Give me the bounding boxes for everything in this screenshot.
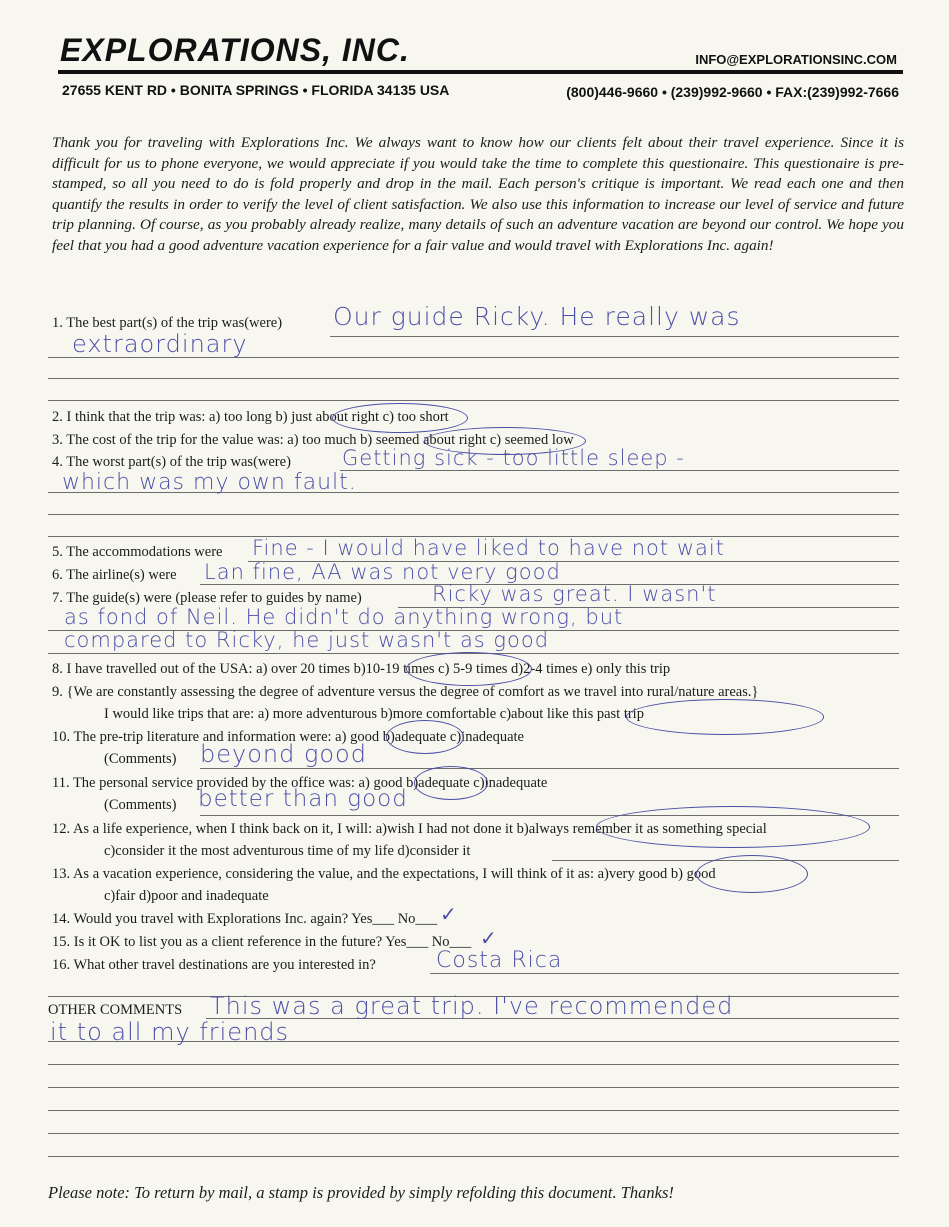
- circled-answer-11a: [414, 766, 488, 800]
- question-12: 12. As a life experience, when I think back on it, I will: a)wish I had not done it b)always remember it as something special: [52, 821, 767, 837]
- question-8: 8. I have travelled out of the USA: a) over 20 times b)10-19 times c) 5-9 times d)2-4 times e) only this trip: [52, 661, 671, 677]
- header-rule: [58, 70, 903, 74]
- answer-line: [200, 768, 899, 769]
- answer-line: [430, 973, 899, 974]
- question-10-comments-label: (Comments): [104, 751, 177, 767]
- answer-7-line-2: as fond of Neil. He didn't do anything wrong, but: [64, 605, 624, 629]
- circled-answer-9c: [626, 699, 824, 735]
- answer-7-line-3: compared to Ricky, he just wasn't as good: [64, 628, 550, 652]
- question-11-comments-label: (Comments): [104, 797, 177, 813]
- question-7: 7. The guide(s) were (please refer to guides by name): [52, 590, 362, 606]
- question-9-options: I would like trips that are: a) more adventurous b)more comfortable c)about like this past trip: [104, 706, 644, 722]
- circled-answer-13a: [696, 855, 808, 893]
- circled-answer-2b: [332, 403, 468, 433]
- question-13-options: c)fair d)poor and inadequate: [104, 888, 269, 904]
- question-9: 9. {We are constantly assessing the degree of adventure versus the degree of comfort as we travel into rural/nature areas.}: [52, 684, 759, 700]
- answer-4-line-1: Getting sick - too little sleep -: [342, 446, 685, 470]
- company-phones: (800)446-9660 • (239)992-9660 • FAX:(239)992-7666: [566, 84, 899, 100]
- other-comments-line-2: it to all my friends: [50, 1018, 290, 1046]
- circled-answer-12b: [596, 806, 870, 848]
- circled-answer-3b: [424, 427, 586, 455]
- question-14: 14. Would you travel with Explorations Inc. again? Yes___ No___: [52, 911, 438, 927]
- answer-line: [48, 1133, 899, 1134]
- answer-1-line-2: extraordinary: [72, 330, 248, 358]
- check-mark-icon: ✓: [440, 904, 457, 926]
- other-comments-line-1: This was a great trip. I've recommended: [210, 992, 734, 1020]
- intro-paragraph: Thank you for traveling with Explorations Inc. We always want to know how our clients felt about their travel experience. Since it is difficult for us to phone everyone, we would appreciate if you would take the time to complete this questionaire. This questionaire is pre-stamped, so all you need to do is fold properly and drop in the mail. Each person's critique is important. We read each one and then quantify the results in order to verify the level of client satisfaction. We also use this information to increase our level of service and future trip planning. Of course, as you probably already realize, many details of such an adventure vacation are beyond our control. We hope you feel that you had a good adventure vacation experience for a fair value and would travel with Explorations Inc. again!: [52, 134, 904, 254]
- answer-16: Costa Rica: [436, 948, 563, 973]
- company-logo: EXPLORATIONS, INC.: [60, 32, 410, 68]
- footer-note: Please note: To return by mail, a stamp is provided by simply refolding this document. Thanks!: [48, 1183, 674, 1202]
- company-email: INFO@EXPLORATIONSINC.COM: [695, 52, 897, 67]
- answer-line: [330, 336, 899, 337]
- question-11: 11. The personal service provided by the office was: a) good b)adequate c)inadequate: [52, 775, 548, 791]
- circled-answer-10a: [386, 720, 464, 754]
- answer-line: [48, 514, 899, 515]
- answer-line: [48, 1156, 899, 1157]
- question-15: 15. Is it OK to list you as a client reference in the future? Yes___ No___: [52, 934, 472, 950]
- answer-11-comment: better than good: [198, 786, 408, 812]
- answer-6: Lan fine, AA was not very good: [204, 560, 561, 584]
- question-13: 13. As a vacation experience, considering the value, and the expectations, I will think of it as: a)very good b) good: [52, 866, 716, 882]
- answer-line: [48, 400, 899, 401]
- answer-line: [48, 1064, 899, 1065]
- answer-line: [340, 470, 899, 471]
- question-10: 10. The pre-trip literature and information were: a) good b)adequate c)inadequate: [52, 729, 524, 745]
- answer-line: [48, 1087, 899, 1088]
- question-4: 4. The worst part(s) of the trip was(were): [52, 454, 291, 470]
- question-1: 1. The best part(s) of the trip was(were): [52, 315, 283, 331]
- company-address: 27655 KENT RD • BONITA SPRINGS • FLORIDA 34135 USA: [62, 82, 450, 98]
- question-6: 6. The airline(s) were: [52, 567, 177, 583]
- answer-10-comment: beyond good: [200, 740, 367, 768]
- question-12-options: c)consider it the most adventurous time of my life d)consider it: [104, 843, 471, 859]
- question-2: 2. I think that the trip was: a) too long b) just about right c) too short: [52, 409, 449, 425]
- answer-line: [48, 378, 899, 379]
- answer-5: Fine - I would have liked to have not wait: [252, 536, 725, 560]
- question-3: 3. The cost of the trip for the value was: a) too much b) seemed about right c) seemed low: [52, 432, 574, 448]
- circled-answer-8b: [406, 652, 532, 686]
- answer-7-line-1: Ricky was great. I wasn't: [432, 582, 717, 606]
- question-5: 5. The accommodations were: [52, 544, 223, 560]
- check-mark-icon: ✓: [480, 928, 497, 950]
- answer-line: [48, 1110, 899, 1111]
- answer-4-line-2: which was my own fault.: [62, 470, 357, 495]
- question-16: 16. What other travel destinations are you interested in?: [52, 957, 376, 973]
- other-comments-label: OTHER COMMENTS: [48, 1002, 183, 1018]
- answer-1-line-1: Our guide Ricky. He really was: [333, 302, 741, 331]
